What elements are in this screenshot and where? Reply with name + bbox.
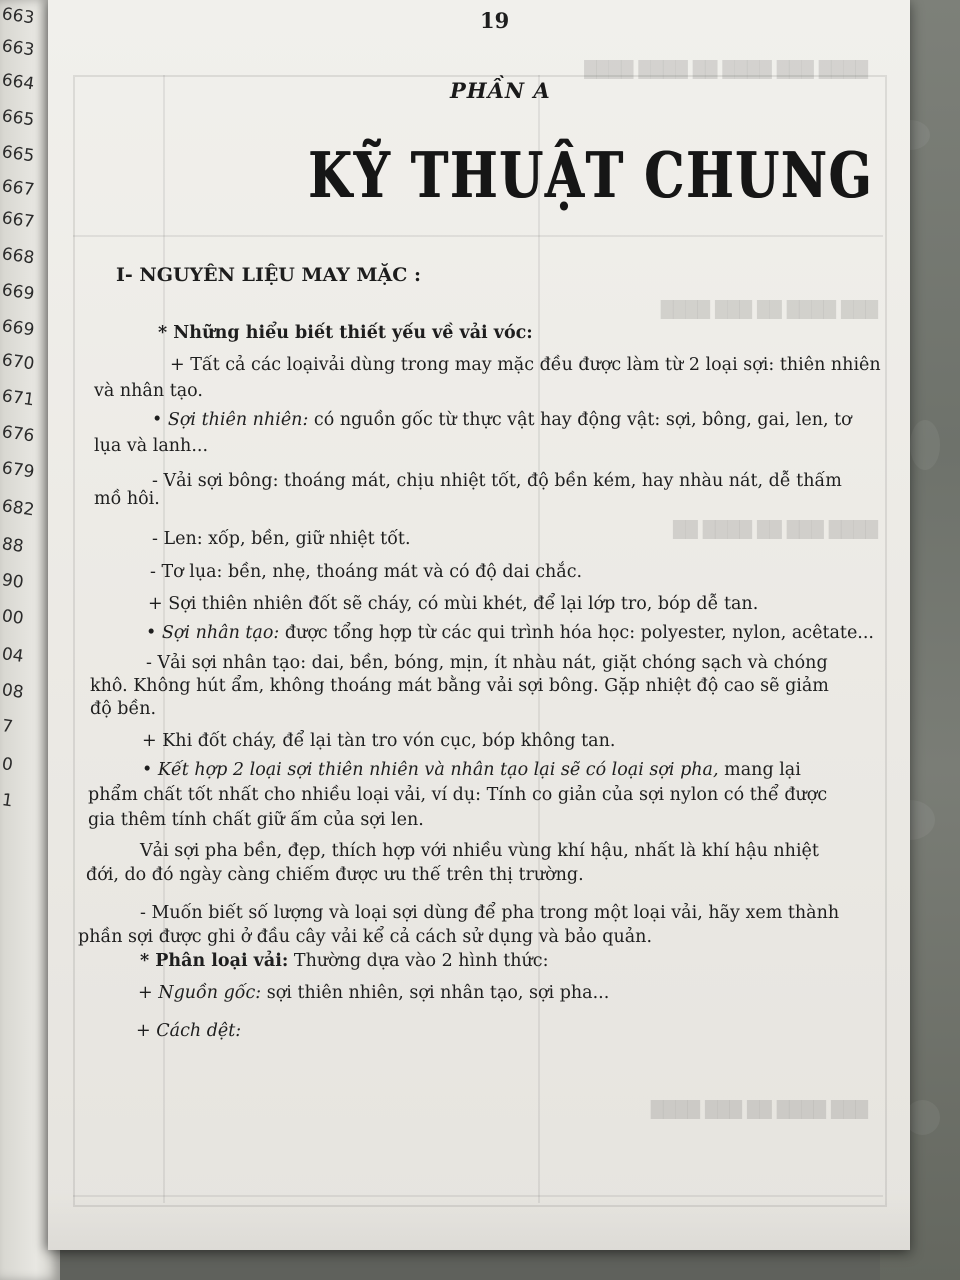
bleed-through-text: ████ ███ ████ ██ ████ ████ — [584, 60, 868, 79]
body-line: lụa và lanh... — [94, 436, 209, 456]
side-number: 90 — [0, 570, 25, 593]
bullet-line — [146, 622, 874, 644]
classification-line — [140, 950, 549, 972]
body-line: phần sợi được ghi ở đầu cây vải kể cả cách sử dụng và bảo quản. — [78, 927, 653, 947]
bullet-line — [142, 759, 801, 781]
side-number: 667 — [0, 176, 36, 201]
term-weave: Cách dệt: — [156, 1021, 242, 1041]
side-number: 682 — [0, 496, 36, 521]
term-natural-fiber: Sợi thiên nhiên: — [167, 410, 309, 430]
bleed-through-text: ███ ████ ██ ███ ████ — [650, 1100, 868, 1119]
body-line: và nhân tạo. — [94, 381, 203, 401]
bleed-through-rule — [73, 235, 883, 237]
term-origin: Nguồn gốc: — [158, 983, 262, 1003]
plus-marker: + — [138, 983, 153, 1003]
side-number: 670 — [0, 350, 36, 375]
body-line: độ bền. — [90, 699, 157, 719]
side-number: 88 — [0, 534, 25, 557]
page-number: 19 — [480, 8, 510, 33]
body-line: + Khi đốt cháy, để lại tàn tro vón cục, bóp không tan. — [142, 731, 616, 751]
page-shadow — [48, 1190, 910, 1250]
side-number: 663 — [0, 36, 36, 61]
body-line: phẩm chất tốt nhất cho nhiều loại vải, ví dụ: Tính co giản của sợi nylon có thể được — [88, 785, 828, 805]
part-title: PHẦN A — [450, 78, 551, 103]
body-line: + Tất cả các loạivải dùng trong may mặc đều được làm từ 2 loại sợi: thiên nhiên — [170, 355, 881, 375]
chapter-title: KỸ THUẬT CHUNG — [308, 138, 874, 212]
body-line: gia thêm tính chất giữ ấm của sợi len. — [88, 810, 424, 830]
term-blended-fiber: Kết hợp 2 loại sợi thiên nhiên và nhân tạo lại sẽ có loại sợi pha, — [157, 760, 719, 780]
side-number: 671 — [0, 386, 36, 411]
book-page — [48, 0, 910, 1250]
body-text: Thường dựa vào 2 hình thức: — [293, 951, 549, 971]
body-line: - Muốn biết số lượng và loại sợi dùng để pha trong một loại vải, hãy xem thành — [140, 903, 840, 923]
bullet-icon: • — [146, 623, 157, 643]
side-number: 669 — [0, 316, 36, 341]
side-number: 663 — [0, 4, 36, 29]
body-line: - Vải sợi bông: thoáng mát, chịu nhiệt tốt, độ bền kém, hay nhàu nát, dễ thấm — [152, 471, 842, 491]
side-number: 667 — [0, 208, 36, 233]
bleed-through-text: ████ ███ ██ ████ ██ — [673, 520, 878, 539]
section-heading: I- NGUYÊN LIỆU MAY MẶC : — [116, 264, 422, 286]
body-line: + Sợi thiên nhiên đốt sẽ cháy, có mùi khét, để lại lớp tro, bóp dễ tan. — [148, 594, 759, 614]
classification-weave-line — [136, 1020, 241, 1042]
body-text: mang lại — [724, 760, 801, 780]
subheading-fabric-classification: * Phân loại vải: — [140, 951, 289, 971]
bullet-icon: • — [152, 410, 163, 430]
side-number: 08 — [0, 680, 25, 703]
subheading-fabric-knowledge: * Những hiểu biết thiết yếu về vải vóc: — [158, 323, 533, 343]
body-line: - Len: xốp, bền, giữ nhiệt tốt. — [152, 529, 411, 549]
side-number: 664 — [0, 70, 36, 95]
body-line: - Vải sợi nhân tạo: dai, bền, bóng, mịn, ít nhàu nát, giặt chóng sạch và chóng — [146, 653, 828, 673]
side-number: 665 — [0, 142, 36, 167]
body-line: đới, do đó ngày càng chiếm được ưu thế trên thị trường. — [86, 865, 584, 885]
bleed-through-text: ███ ████ ██ ███ ████ — [660, 300, 878, 319]
side-number: 1 — [0, 790, 15, 812]
bullet-icon: • — [142, 760, 153, 780]
plus-marker: + — [136, 1021, 151, 1041]
side-number: 668 — [0, 244, 36, 269]
body-line: khô. Không hút ẩm, không thoáng mát bằng vải sợi bông. Gặp nhiệt độ cao sẽ giảm — [90, 676, 829, 696]
body-line: mồ hôi. — [94, 489, 160, 509]
side-number: 665 — [0, 106, 36, 131]
body-text: có nguồn gốc từ thực vật hay động vật: sợi, bông, gai, len, tơ — [313, 410, 852, 430]
side-number: 676 — [0, 422, 36, 447]
side-number: 679 — [0, 458, 36, 483]
side-number: 00 — [0, 606, 25, 629]
classification-origin-line — [138, 982, 609, 1004]
side-number: 04 — [0, 644, 25, 667]
term-synthetic-fiber: Sợi nhân tạo: — [161, 623, 280, 643]
bullet-line — [152, 409, 852, 431]
body-line: Vải sợi pha bền, đẹp, thích hợp với nhiều vùng khí hậu, nhất là khí hậu nhiệt — [140, 841, 819, 861]
side-number: 0 — [0, 754, 15, 776]
body-text: được tổng hợp từ các qui trình hóa học: polyester, nylon, acêtate... — [284, 623, 874, 643]
side-number: 7 — [0, 716, 15, 738]
body-line: - Tơ lụa: bền, nhẹ, thoáng mát và có độ dai chắc. — [150, 562, 583, 582]
body-text: sợi thiên nhiên, sợi nhân tạo, sợi pha... — [266, 983, 610, 1003]
side-number: 669 — [0, 280, 36, 305]
